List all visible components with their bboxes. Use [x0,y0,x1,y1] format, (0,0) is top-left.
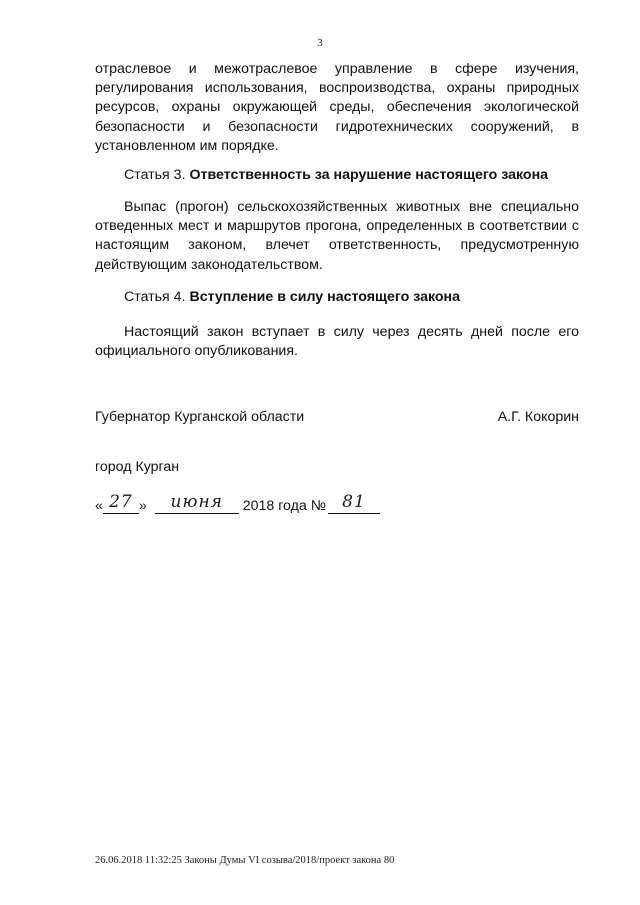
handwritten-month: июня [170,492,223,512]
article-3-heading [124,166,548,185]
intro-text: отраслевое и межотраслевое управление в сфере изучения, регулирования использования, воспроизводства, охраны природных ресурсов, охраны окружающей среды, обеспечения экологической безопасности и безопасности гидротехнических сооружений, в установленном им порядке. [95,61,579,154]
article-4-title: Вступление в силу настоящего закона [189,289,460,305]
signatory-position: Губернатор Курганской области [95,409,305,425]
article-3-title: Ответственность за нарушение настоящего закона [189,167,549,183]
signature-line [95,408,579,427]
article-4-heading [124,288,460,307]
article-4-text: Настоящий закон вступает в силу через десять дней после его официального опубликования. [95,324,579,360]
article-3-body [95,198,579,275]
page-number: 3 [317,37,323,49]
open-quote: « [95,498,103,514]
article-4-body [95,323,579,361]
signatory-name: А.Г. Кокорин [497,409,579,425]
handwritten-number: 81 [342,492,366,512]
close-quote: » [138,498,147,514]
intro-paragraph [95,60,579,156]
month-field [155,492,239,514]
article-3-text: Выпас (прогон) сельскохозяйственных животных вне специально отведенных мест и маршрутов прогона, определенных в соответствии с настоящим законом, влечет ответственность, предусмотренную действующим законодательством. [95,199,579,273]
article-4-prefix: Статья 4. [124,289,186,305]
day-field [103,492,139,514]
document-footer: 26.06.2018 11:32:25 Законы Думы VI созыва/2018/проект закона 80 [95,855,395,866]
city-label: город Курган [95,459,180,475]
article-3-prefix: Статья 3. [124,167,186,183]
date-number-line [95,492,380,516]
year-number-label: 2018 года № [242,498,326,514]
number-field [328,492,380,514]
handwritten-day: 27 [109,492,133,512]
